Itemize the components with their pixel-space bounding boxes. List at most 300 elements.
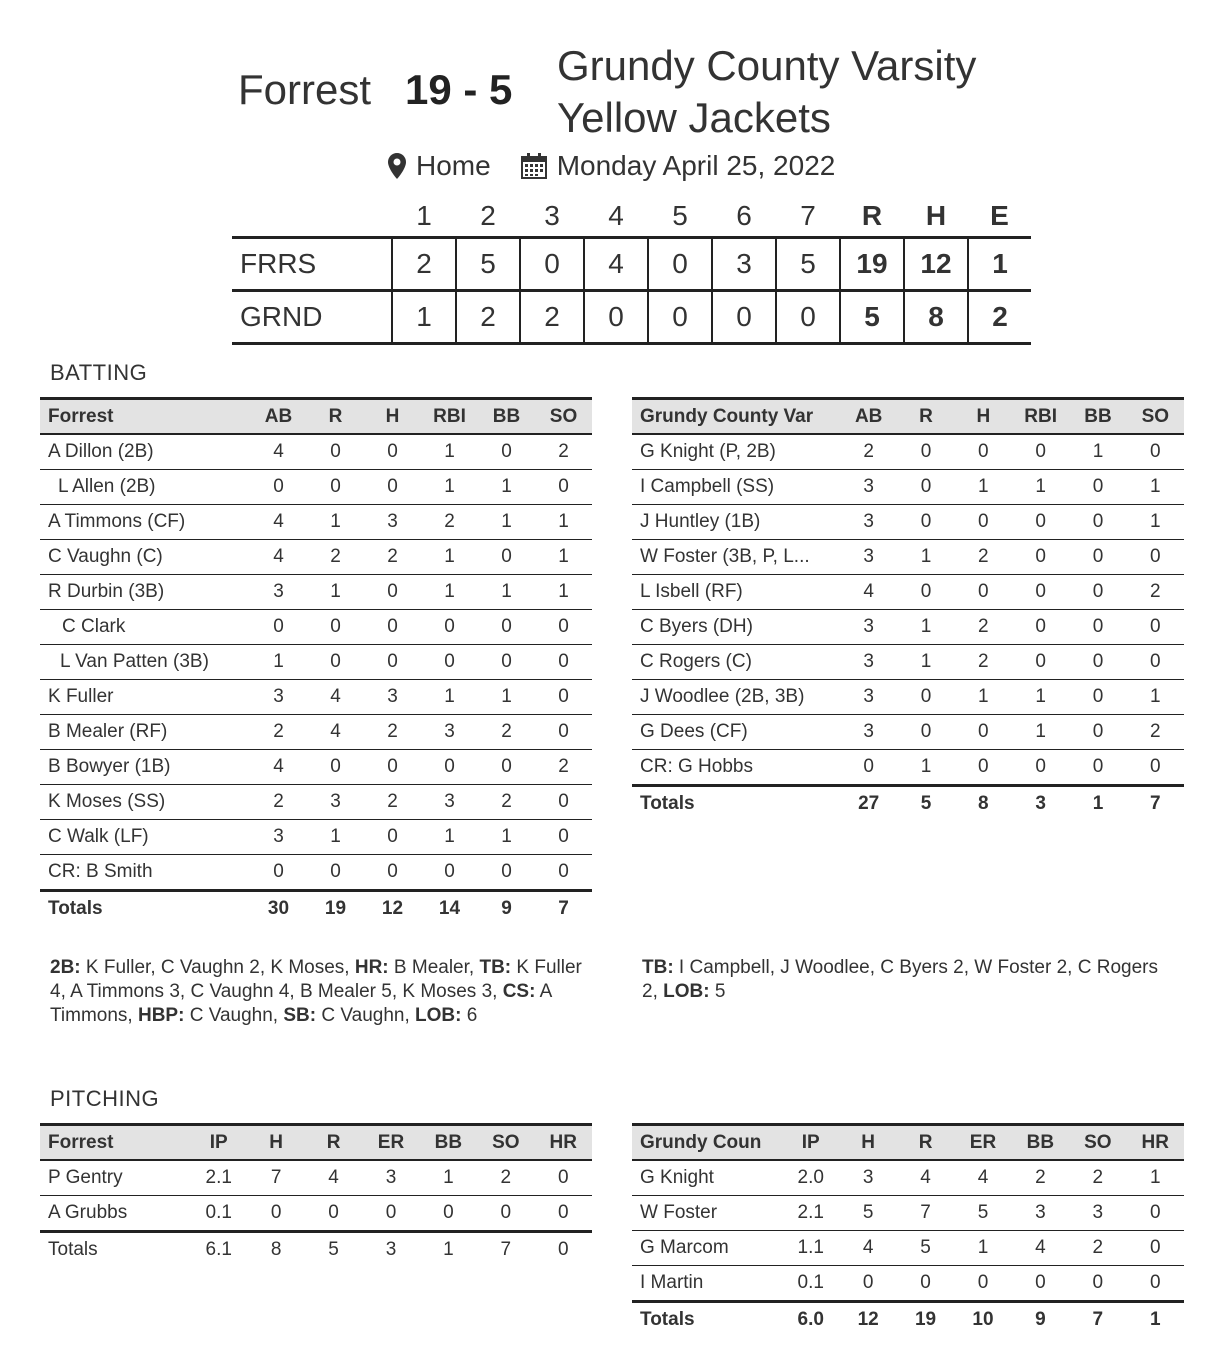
player-name: J Woodlee (2B, 3B) [632,680,840,715]
stat-cell: 1 [1012,715,1069,750]
player-name: K Fuller [40,680,250,715]
player-row [40,785,592,820]
stat-cell: 3 [839,1160,896,1196]
stat-cell: 0 [897,505,954,540]
player-row [40,820,592,855]
stat-cell: 3 [421,785,478,820]
away-team-name: Forrest [238,66,372,113]
stat-cell: 0 [1012,575,1069,610]
stat-cell: 2 [535,750,592,785]
game-meta [388,150,835,182]
stat-cell: 0 [364,470,421,505]
stat-cell: 0 [897,575,954,610]
stat-cell: 0 [535,610,592,645]
stat-cell: 0 [535,645,592,680]
stat-cell: 0 [1012,505,1069,540]
stat-cell: 1 [307,505,364,540]
stat-cell: 0 [897,434,954,470]
player-row [632,540,1184,575]
stat-cell: 4 [1012,1231,1069,1266]
stat-cell: 0 [535,1196,592,1232]
stat-cell: 0 [364,645,421,680]
note-text: C Vaughn, [316,1005,416,1026]
stat-cell: 0 [1069,1266,1126,1302]
stat-cell: 0 [420,1196,477,1232]
total-cell: 3 [1012,786,1069,821]
stat-cell: 0 [535,785,592,820]
stat-cell: 3 [840,540,897,575]
stat-cell: 4 [954,1160,1011,1196]
note-text: 6 [461,1005,478,1026]
player-row [632,750,1184,786]
inning-runs: 0 [648,291,712,344]
player-row [40,715,592,750]
stat-cell: 0 [954,1266,1011,1302]
stat-column-header: ER [969,1131,997,1153]
stat-cell: 7 [247,1160,304,1196]
stat-cell: 0 [250,470,307,505]
total-cell: 6.1 [190,1232,247,1267]
stat-column-header: BB [1026,1131,1055,1153]
total-cell: 10 [954,1302,1011,1337]
total-cell: 12 [839,1302,896,1337]
stat-cell: 2 [478,785,535,820]
pitching-header-row [632,1125,1184,1161]
inning-runs: 5 [776,238,840,291]
player-row [40,610,592,645]
player-name: L Allen (2B) [40,470,250,505]
stat-column-header: SO [1141,405,1170,427]
batting-section-title: BATTING [50,360,148,385]
inning-runs: 2 [456,291,520,344]
team-abbr: FRRS [240,248,317,279]
stat-cell: 5 [897,1231,954,1266]
stat-cell: 0 [1012,1266,1069,1302]
stat-cell: 2 [1127,715,1184,750]
player-name: R Durbin (3B) [40,575,250,610]
stat-cell: 0 [477,1196,534,1232]
player-row [632,575,1184,610]
stat-column-header: HR [1141,1131,1169,1153]
stat-cell: 2 [1069,1231,1126,1266]
stat-cell: 0 [1069,750,1126,786]
team-column-header: Grundy County Var [640,405,814,427]
note-text: I Campbell, J Woodlee, C Byers 2, W Foster 2, C Rogers 2, [642,957,1158,1002]
player-row [40,645,592,680]
stat-cell: 1 [478,575,535,610]
stat-cell: 0 [478,610,535,645]
stat-cell: 1 [421,434,478,470]
stat-cell: 3 [840,610,897,645]
note-label: TB: [479,957,512,978]
final-score: 19 - 5 [405,66,513,113]
stat-cell: 4 [307,715,364,750]
pitching-header-row [40,1125,592,1161]
note-label: CS: [502,981,536,1002]
inning-header: 5 [672,200,688,231]
note-label: HBP: [137,1005,185,1026]
stat-cell: 3 [250,820,307,855]
stat-column-header: SO [1084,1131,1112,1153]
stat-cell: 0 [1127,1231,1184,1266]
player-name: C Byers (DH) [632,610,840,645]
stat-column-header: SO [492,1131,520,1153]
stat-column-header: RBI [1024,405,1058,427]
player-row [40,750,592,785]
errors-header: E [990,200,1009,231]
stat-cell: 0 [307,434,364,470]
stat-cell: 2 [840,434,897,470]
stat-cell: 0 [897,680,954,715]
player-name: G Knight (P, 2B) [632,434,840,470]
stat-cell: 0 [897,1266,954,1302]
note-label: 2B: [50,957,81,978]
stat-column-header: BB [1084,405,1112,427]
stat-cell: 4 [250,540,307,575]
total-cell: 6.0 [782,1302,839,1337]
stat-cell: 0 [364,434,421,470]
stat-cell: 1 [421,470,478,505]
player-row [40,680,592,715]
home-team-name [557,40,976,144]
stat-cell: 1 [535,540,592,575]
player-row [40,540,592,575]
player-name: C Rogers (C) [632,645,840,680]
player-name: G Marcom [632,1231,782,1266]
stat-cell: 1 [897,750,954,786]
line-score-table [232,196,1031,345]
player-row [40,505,592,540]
batting-notes-away [50,956,595,1028]
stat-cell: 0 [1069,540,1126,575]
player-name: CR: B Smith [40,855,250,891]
stat-cell: 0 [839,1266,896,1302]
stat-cell: 0 [535,680,592,715]
stat-cell: 0 [364,575,421,610]
stat-cell: 0 [307,855,364,891]
total-runs: 5 [840,291,904,344]
player-row [632,1196,1184,1231]
player-name: A Dillon (2B) [40,434,250,470]
total-cell: 27 [840,786,897,821]
stat-cell: 4 [305,1160,362,1196]
stat-cell: 2 [307,540,364,575]
stat-cell: 2 [955,645,1012,680]
total-cell: 9 [1012,1302,1069,1337]
stat-cell: 1 [250,645,307,680]
line-score-row-away [232,238,1031,291]
player-name: L Isbell (RF) [632,575,840,610]
stat-cell: 0 [250,610,307,645]
totals-row [632,1302,1184,1337]
stat-cell: 0 [955,715,1012,750]
stat-cell: 0 [535,855,592,891]
stat-cell: 0 [897,715,954,750]
stat-cell: 3 [840,505,897,540]
stat-cell: 0 [307,750,364,785]
stat-cell: 0 [535,715,592,750]
stat-cell: 0 [364,855,421,891]
stat-cell: 1 [420,1160,477,1196]
player-row [632,1266,1184,1302]
runs-header: R [861,200,883,231]
batting-table-away [40,397,592,925]
player-row [632,645,1184,680]
total-cell: 1 [420,1232,477,1267]
stat-cell: 0 [421,645,478,680]
stat-cell: 2 [955,540,1012,575]
stat-cell: 1 [421,680,478,715]
stat-cell: 1 [1069,434,1126,470]
map-pin-icon [388,153,406,179]
stat-cell: 1 [897,645,954,680]
stat-cell: 1 [1127,470,1184,505]
stat-cell: 2 [364,540,421,575]
player-row [632,1231,1184,1266]
stat-column-header: BB [492,405,521,427]
line-score-row-home [232,291,1031,344]
stat-cell: 3 [1069,1196,1126,1231]
stat-cell: 0 [307,645,364,680]
stat-cell: 1 [478,820,535,855]
stat-cell: 0 [1069,575,1126,610]
batting-table-home [632,397,1184,820]
note-text: A Timmons, [50,981,552,1026]
total-cell: 7 [535,891,592,926]
stat-cell: 4 [897,1160,954,1196]
stat-cell: 2.0 [782,1160,839,1196]
stat-cell: 0 [1069,715,1126,750]
stat-cell: 0 [1012,645,1069,680]
note-text: B Mealer, [388,957,480,978]
player-row [40,1160,592,1196]
player-name: C Walk (LF) [40,820,250,855]
stat-cell: 3 [840,470,897,505]
line-score-header [232,196,1031,238]
total-cell: 5 [897,786,954,821]
game-location: Home [416,150,491,181]
stat-cell: 2 [535,434,592,470]
stat-cell: 1 [478,470,535,505]
stat-cell: 0 [362,1196,419,1232]
stat-cell: 3 [840,715,897,750]
stat-cell: 0 [535,820,592,855]
inning-header: 7 [800,200,816,231]
total-cell: 0 [535,1232,592,1267]
stat-column-header: R [919,405,933,427]
total-cell: 19 [307,891,364,926]
stat-cell: 0 [364,750,421,785]
player-name: L Van Patten (3B) [40,645,250,680]
player-name: C Clark [40,610,250,645]
pitching-table-home [632,1123,1184,1336]
total-cell: 3 [362,1232,419,1267]
stat-column-header: R [328,405,343,427]
player-name: I Campbell (SS) [632,470,840,505]
stat-cell: 0 [1127,434,1184,470]
note-text: 5 [709,981,726,1002]
inning-header: 6 [736,200,752,231]
stat-cell: 0 [1012,434,1069,470]
total-cell: 12 [364,891,421,926]
stat-cell: 3 [840,680,897,715]
stat-cell: 1 [421,575,478,610]
stat-column-header: IP [209,1131,228,1153]
stat-column-header: H [861,1131,875,1153]
stat-cell: 1 [1127,505,1184,540]
player-row [40,434,592,470]
player-row [40,575,592,610]
stat-column-header: IP [801,1131,820,1153]
inning-runs: 4 [584,238,648,291]
player-row [632,715,1184,750]
stat-cell: 0 [250,855,307,891]
stat-cell: 0 [535,470,592,505]
total-cell: 8 [955,786,1012,821]
stat-cell: 0 [478,540,535,575]
stat-cell: 3 [250,680,307,715]
player-name: G Dees (CF) [632,715,840,750]
stat-cell: 1 [535,575,592,610]
inning-runs: 2 [392,238,456,291]
stat-column-header: R [326,1131,341,1153]
batting-header-row [40,399,592,435]
total-cell: 7 [1127,786,1184,821]
team-column-header: Grundy Coun [640,1131,762,1153]
totals-row [40,891,592,926]
player-name: W Foster (3B, P, L... [632,540,840,575]
stat-cell: 0 [305,1196,362,1232]
stat-cell: 2 [955,610,1012,645]
player-row [40,1196,592,1232]
totals-row [632,786,1184,821]
stat-column-header: R [918,1131,933,1153]
stat-cell: 0 [1127,1196,1184,1231]
stat-cell: 0 [1012,540,1069,575]
stat-cell: 2 [1069,1160,1126,1196]
stat-cell: 0 [478,750,535,785]
player-name: B Mealer (RF) [40,715,250,750]
stat-cell: 2 [364,785,421,820]
home-team-name-line1: Grundy County Varsity [557,42,977,89]
stat-cell: 0 [1127,645,1184,680]
stat-cell: 1 [478,680,535,715]
team-column-header: Forrest [48,405,114,427]
stat-cell: 1 [307,575,364,610]
player-name: G Knight [632,1160,782,1196]
stat-cell: 3 [421,715,478,750]
totals-label: Totals [632,1302,782,1337]
stat-cell: 4 [840,575,897,610]
stat-cell: 1 [897,540,954,575]
totals-label: Totals [40,891,250,926]
stat-cell: 0 [1069,610,1126,645]
stat-cell: 1.1 [782,1231,839,1266]
stat-cell: 0 [840,750,897,786]
inning-runs: 3 [712,238,776,291]
inning-runs: 1 [392,291,456,344]
total-cell: 5 [305,1232,362,1267]
stat-cell: 7 [897,1196,954,1231]
stat-cell: 1 [421,540,478,575]
stat-cell: 0 [1069,645,1126,680]
stat-cell: 0 [307,470,364,505]
totals-row [40,1232,592,1267]
stat-cell: 2 [1012,1160,1069,1196]
stat-cell: 1 [421,820,478,855]
stat-cell: 4 [250,750,307,785]
stat-column-header: AB [264,405,293,427]
total-errors: 1 [968,238,1031,291]
stat-cell: 4 [250,434,307,470]
inning-header: 1 [416,200,432,231]
stat-column-header: H [269,1131,283,1153]
stat-cell: 2 [250,715,307,750]
total-cell: 7 [1069,1302,1126,1337]
total-hits: 8 [904,291,968,344]
stat-cell: 0 [364,610,421,645]
stat-cell: 0 [897,470,954,505]
note-label: TB: [642,957,674,978]
inning-header: 3 [544,200,560,231]
stat-cell: 2.1 [190,1160,247,1196]
player-name: W Foster [632,1196,782,1231]
stat-cell: 0 [478,645,535,680]
player-name: I Martin [632,1266,782,1302]
stat-cell: 0 [535,1160,592,1196]
note-text: C Vaughn, [184,1005,284,1026]
player-name: J Huntley (1B) [632,505,840,540]
stat-cell: 4 [250,505,307,540]
player-row [632,610,1184,645]
stat-cell: 4 [839,1231,896,1266]
stat-cell: 5 [954,1196,1011,1231]
inning-runs: 0 [584,291,648,344]
total-cell: 1 [1069,786,1126,821]
player-name: C Vaughn (C) [40,540,250,575]
pitching-table-away [40,1123,592,1266]
player-name: K Moses (SS) [40,785,250,820]
stat-cell: 0 [421,750,478,785]
totals-label: Totals [40,1232,190,1267]
stat-cell: 0 [1127,610,1184,645]
batting-header-row [632,399,1184,435]
note-label: SB: [283,1005,317,1026]
player-name: P Gentry [40,1160,190,1196]
total-cell: 9 [478,891,535,926]
inning-header: 2 [480,200,496,231]
stat-cell: 0.1 [190,1196,247,1232]
team-column-header: Forrest [48,1131,114,1153]
note-label: LOB: [415,1005,462,1026]
stat-cell: 3 [840,645,897,680]
stat-column-header: HR [549,1131,577,1153]
stat-cell: 0 [421,610,478,645]
stat-column-header: ER [377,1131,405,1153]
stat-cell: 5 [839,1196,896,1231]
player-row [632,1160,1184,1196]
inning-runs: 0 [520,238,584,291]
stat-cell: 3 [1012,1196,1069,1231]
note-text: K Fuller, C Vaughn 2, K Moses, [80,957,355,978]
stat-column-header: SO [549,405,578,427]
stat-cell: 0 [1127,540,1184,575]
stat-column-header: BB [434,1131,463,1153]
stat-cell: 0 [1069,505,1126,540]
stat-cell: 1 [955,470,1012,505]
stat-cell: 1 [954,1231,1011,1266]
stat-cell: 1 [1127,680,1184,715]
